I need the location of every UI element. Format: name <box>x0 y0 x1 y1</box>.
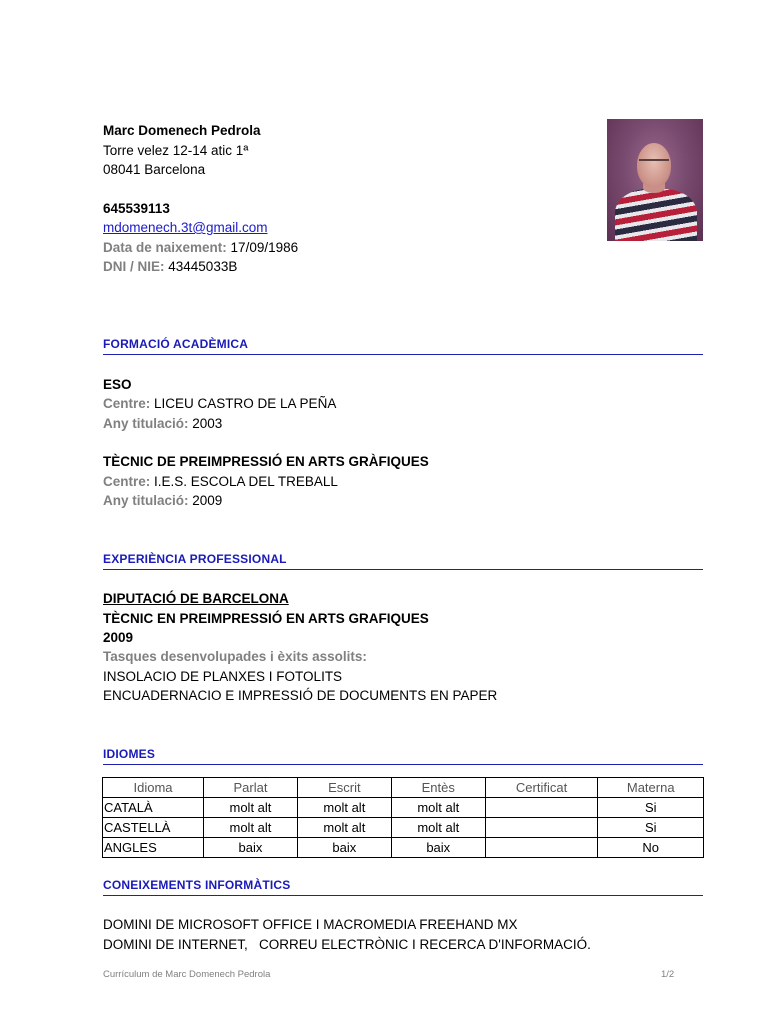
centre-label: Centre: <box>103 396 151 411</box>
year-row-2 <box>103 492 222 509</box>
table-cell: CASTELLÀ <box>103 818 204 838</box>
year-value: 2003 <box>188 416 223 431</box>
table-cell: molt alt <box>297 818 391 838</box>
centre-value: I.E.S. ESCOLA DEL TREBALL <box>150 474 338 489</box>
table-cell: baix <box>391 838 485 858</box>
table-cell: baix <box>297 838 391 858</box>
year-label: Any titulació: <box>103 416 189 431</box>
dni-label: DNI / NIE: <box>103 259 165 274</box>
job-position: TÈCNIC EN PREIMPRESSIÓ EN ARTS GRAFIQUES <box>103 611 429 626</box>
job-year: 2009 <box>103 630 134 645</box>
degree-1: ESO <box>103 377 132 392</box>
page-number: 1/2 <box>661 969 675 980</box>
table-cell: molt alt <box>204 818 298 838</box>
languages-table <box>102 777 704 858</box>
birth-date-row <box>103 239 298 256</box>
email-link[interactable]: mdomenech.3t@gmail.com <box>103 220 268 235</box>
tasks-label: Tasques desenvolupades i èxits assolits: <box>103 649 367 664</box>
centre-value: LICEU CASTRO DE LA PEÑA <box>150 396 337 411</box>
address-line-2: 08041 Barcelona <box>103 162 206 177</box>
birth-date-label: Data de naixement: <box>103 240 227 255</box>
table-cell: Si <box>598 818 704 838</box>
section-title-computing: CONEIXEMENTS INFORMÀTICS <box>103 878 703 896</box>
centre-row-2 <box>103 473 338 490</box>
task-item: ENCUADERNACIO E IMPRESSIÓ DE DOCUMENTS EN PAPER <box>103 688 498 703</box>
computing-item: DOMINI DE INTERNET, CORREU ELECTRÒNIC I RECERCA D'INFORMACIÓ. <box>103 937 591 952</box>
profile-photo <box>607 119 703 241</box>
table-cell <box>485 798 598 818</box>
table-row <box>103 818 704 838</box>
year-value: 2009 <box>188 493 223 508</box>
year-row-1 <box>103 415 222 432</box>
centre-row-1 <box>103 395 336 412</box>
computing-item: DOMINI DE MICROSOFT OFFICE I MACROMEDIA FREEHAND MX <box>103 917 518 932</box>
table-cell: molt alt <box>391 818 485 838</box>
section-title-experience: EXPERIÈNCIA PROFESSIONAL <box>103 552 703 570</box>
table-cell: Si <box>598 798 704 818</box>
candidate-name: Marc Domenech Pedrola <box>103 123 261 138</box>
table-row <box>103 838 704 858</box>
section-title-languages: IDIOMES <box>103 747 703 765</box>
table-cell: molt alt <box>297 798 391 818</box>
table-cell: ANGLES <box>103 838 204 858</box>
column-header: Materna <box>598 778 704 798</box>
task-item: INSOLACIO DE PLANXES I FOTOLITS <box>103 669 343 684</box>
table-cell: No <box>598 838 704 858</box>
table-cell <box>485 818 598 838</box>
centre-label: Centre: <box>103 474 151 489</box>
column-header: Entès <box>391 778 485 798</box>
section-title-education: FORMACIÓ ACADÈMICA <box>103 337 703 355</box>
column-header: Idioma <box>103 778 204 798</box>
column-header: Parlat <box>204 778 298 798</box>
column-header: Escrit <box>297 778 391 798</box>
company-name: DIPUTACIÓ DE BARCELONA <box>103 591 289 606</box>
year-label: Any titulació: <box>103 493 189 508</box>
table-header-row <box>103 778 704 798</box>
dni-row <box>103 258 237 275</box>
phone-number: 645539113 <box>103 201 170 216</box>
table-cell <box>485 838 598 858</box>
table-cell: molt alt <box>204 798 298 818</box>
table-cell: baix <box>204 838 298 858</box>
address-line-1: Torre velez 12-14 atic 1ª <box>103 143 249 158</box>
table-cell: molt alt <box>391 798 485 818</box>
degree-2: TÈCNIC DE PREIMPRESSIÓ EN ARTS GRÀFIQUES <box>103 454 429 469</box>
birth-date-value: 17/09/1986 <box>226 240 299 255</box>
table-cell: CATALÀ <box>103 798 204 818</box>
column-header: Certificat <box>485 778 598 798</box>
footer-title: Currículum de Marc Domenech Pedrola <box>103 969 271 980</box>
table-row <box>103 798 704 818</box>
dni-value: 43445033B <box>164 259 238 274</box>
